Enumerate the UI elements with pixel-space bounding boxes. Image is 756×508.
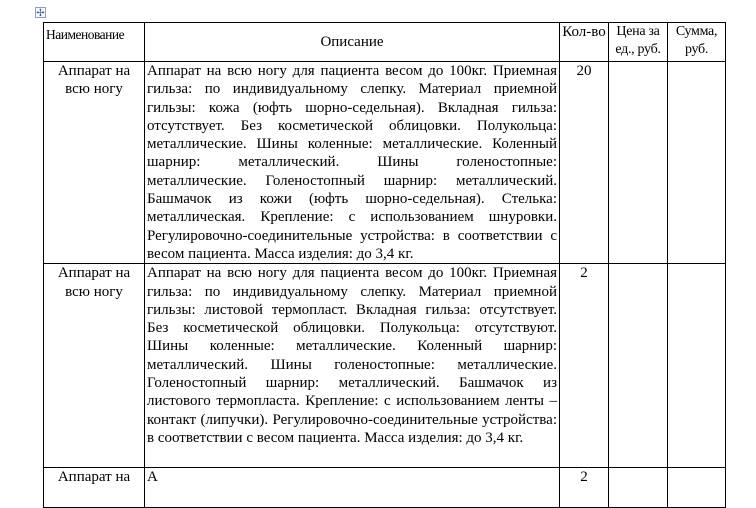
cell-price[interactable] <box>609 468 668 508</box>
header-price: Цена за ед., руб. <box>609 23 668 62</box>
cell-name[interactable]: Аппарат на всю ногу <box>44 62 145 264</box>
table-row <box>44 264 726 468</box>
cell-price[interactable] <box>609 62 668 264</box>
cell-description[interactable]: А <box>145 468 560 508</box>
table-row <box>44 62 726 264</box>
cell-name[interactable]: Аппарат на всю ногу <box>44 264 145 468</box>
cell-qty[interactable]: 2 <box>560 264 609 468</box>
header-sum: Сумма, руб. <box>668 23 726 62</box>
cell-price[interactable] <box>609 264 668 468</box>
products-table <box>43 22 726 508</box>
header-name: Наименование <box>44 23 145 62</box>
cell-description[interactable]: Аппарат на всю ногу для пациента весом до 100кг. Приемная гильза: по индивидуальному слепку. Материал приемной гильзы: листовой термопласт. Вкладная гильза: отсутствует. Без косметической облицовки. Полукольца: отсутствуют. Шины коленные: металлические. Коленный шарнир: металлический. Шины голеностопные: металлические. Голеностопный шарнир: металлический. Башмачок из листового термопласта. Крепление: с использованием ленты – контакт (липучки). Регулировочно-соединительные устройства: в соответствии с весом пациента. Масса изделия: до 3,4 кг. <box>145 264 560 468</box>
table-row <box>44 468 726 508</box>
cell-description[interactable]: Аппарат на всю ногу для пациента весом до 100кг. Приемная гильза: по индивидуальному слепку. Материал приемной гильзы: кожа (юфть шорно-седельная). Вкладная гильза: отсутствует. Без косметической облицовки. Полукольца: металлические. Шины коленные: металлические. Коленный шарнир: металлический. Шины голеностопные: металлические. Голеностопный шарнир: металлический. Башмачок из кожи (юфть шорно-седельная). Стелька: металлическая. Крепление: с использованием шнуровки. Регулировочно-соединительные устройства: в соответствии с весом пациента. Масса изделия: до 3,4 кг. <box>145 62 560 264</box>
cell-qty[interactable]: 2 <box>560 468 609 508</box>
cell-sum[interactable] <box>668 62 726 264</box>
cell-qty[interactable]: 20 <box>560 62 609 264</box>
cell-sum[interactable] <box>668 264 726 468</box>
header-qty: Кол-во <box>560 23 609 62</box>
cell-name[interactable]: Аппарат на <box>44 468 145 508</box>
table-header-row <box>44 23 726 62</box>
table-move-handle-icon[interactable]: ✢ <box>36 8 45 19</box>
header-description: Описание <box>145 23 560 62</box>
cell-sum[interactable] <box>668 468 726 508</box>
